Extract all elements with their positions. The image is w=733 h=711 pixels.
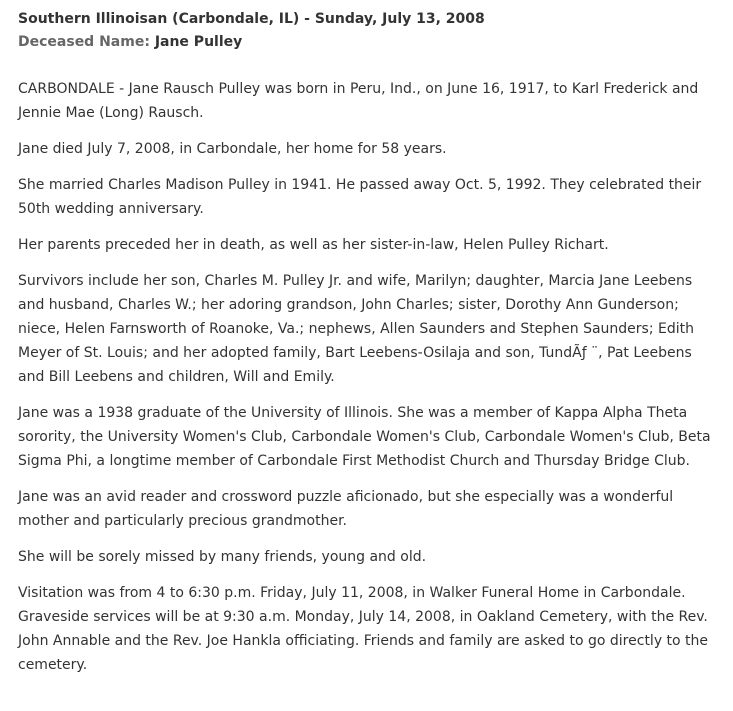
paragraph-missed: She will be sorely missed by many friends, young and old. bbox=[18, 549, 427, 565]
paragraph-education: Jane was a 1938 graduate of the University of Illinois. She was a member of Kappa Alpha Theta sorority, the University Women's Club, Carbondale Women's Club, Carbondale Women's Club, Beta Sigma Phi, a longtime member of Carbondale First Methodist Church and Thursday Bridge Club. bbox=[18, 405, 711, 469]
deceased-name-line bbox=[18, 31, 719, 54]
deceased-name: Jane Pulley bbox=[154, 34, 243, 50]
newspaper-source-line: Southern Illinoisan (Carbondale, IL) - Sunday, July 13, 2008 bbox=[18, 11, 485, 27]
paragraph-hobbies: Jane was an avid reader and crossword puzzle aficionado, but she especially was a wonderful mother and particularly precious grandmother. bbox=[18, 489, 674, 529]
obituary-body bbox=[18, 77, 719, 677]
paragraph-preceded: Her parents preceded her in death, as well as her sister-in-law, Helen Pulley Richart. bbox=[18, 237, 609, 253]
deceased-label: Deceased Name: bbox=[18, 34, 150, 50]
paragraph-death: Jane died July 7, 2008, in Carbondale, her home for 58 years. bbox=[18, 141, 447, 157]
paragraph-marriage: She married Charles Madison Pulley in 1941. He passed away Oct. 5, 1992. They celebrated their 50th wedding anniversary. bbox=[18, 177, 702, 217]
paragraph-birth: CARBONDALE - Jane Rausch Pulley was born in Peru, Ind., on June 16, 1917, to Karl Frederick and Jennie Mae (Long) Rausch. bbox=[18, 81, 699, 121]
paragraph-services: Visitation was from 4 to 6:30 p.m. Friday, July 11, 2008, in Walker Funeral Home in Carbondale. Graveside services will be at 9:30 a.m. Monday, July 14, 2008, in Oakland Cemetery, with the Rev. John Annable and the Rev. Joe Hankla officiating. Friends and family are asked to go directly to the cemetery. bbox=[18, 585, 709, 673]
paragraph-survivors: Survivors include her son, Charles M. Pulley Jr. and wife, Marilyn; daughter, Marcia Jane Leebens and husband, Charles W.; her adoring grandson, John Charles; sister, Dorothy Ann Gunderson; niece, Helen Farnsworth of Roanoke, Va.; nephews, Allen Saunders and Stephen Saunders; Edith Meyer of St. Louis; and her adopted family, Bart Leebens-Osilaja and son, TundÃƒ ¨, Pat Leebens and Bill Leebens and children, Will and Emily. bbox=[18, 273, 694, 385]
